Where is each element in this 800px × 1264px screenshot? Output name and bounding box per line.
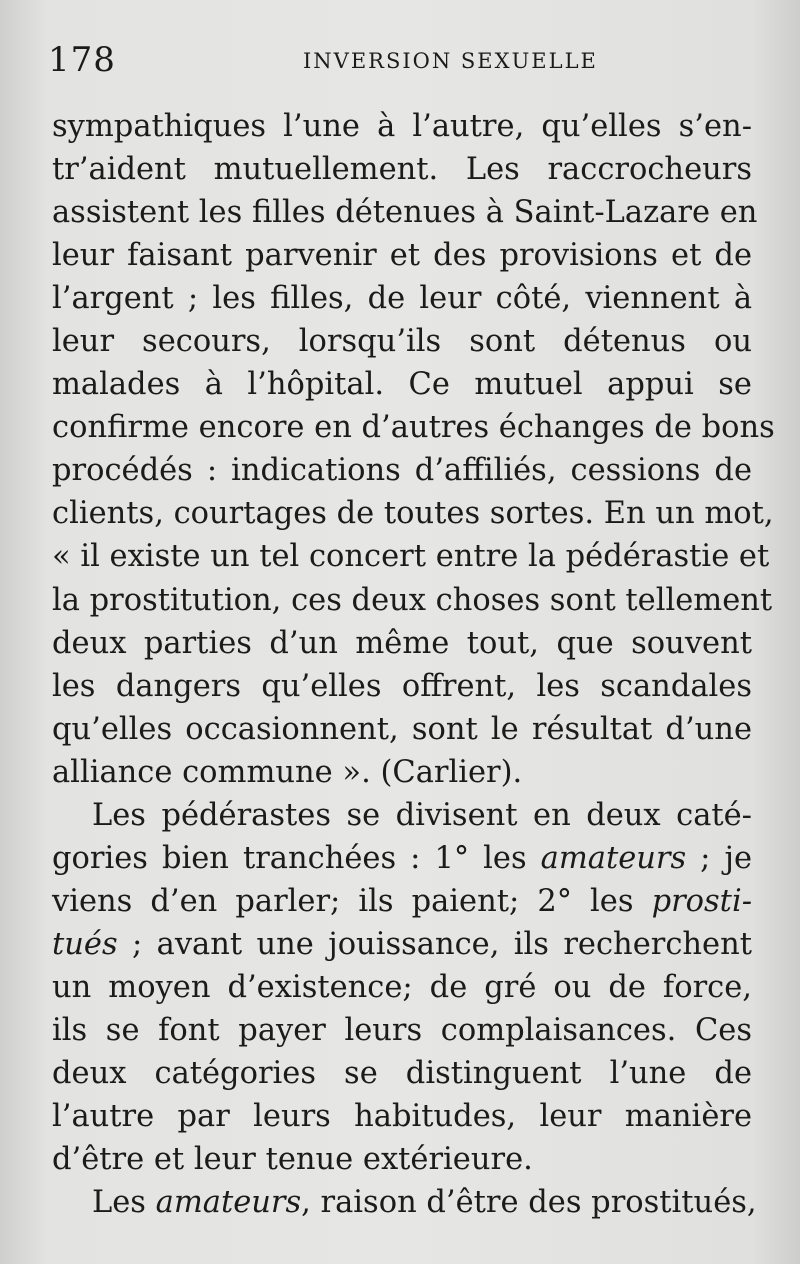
italic-term: amateurs bbox=[540, 840, 687, 876]
text-line bbox=[52, 837, 752, 880]
text-line: clients, courtages de toutes sortes. En un mot, bbox=[52, 496, 774, 532]
page-header bbox=[48, 38, 748, 82]
text-line: alliance commune ». (Carlier). bbox=[52, 754, 523, 790]
text-line: la prostitution, ces deux choses sont tellement bbox=[52, 582, 773, 618]
text-line: les dangers qu’elles offrent, les scandales bbox=[52, 668, 752, 704]
text-line: d’être et leur tenue extérieure. bbox=[52, 1142, 533, 1178]
text-line: procédés : indications d’affiliés, cessions de bbox=[52, 453, 752, 489]
text-line: confirme encore en d’autres échanges de bons bbox=[52, 410, 775, 446]
italic-term: amateurs bbox=[155, 1185, 302, 1221]
text-line: tr’aident mutuellement. Les raccrocheurs bbox=[52, 152, 752, 188]
text-line: leur secours, lorsqu’ils sont détenus ou bbox=[52, 324, 752, 360]
text-span: , raison d’être des prostitués, bbox=[301, 1185, 757, 1221]
text-line: assistent les filles détenues à Saint-Lazare en bbox=[52, 195, 758, 231]
running-title: INVERSION SEXUELLE bbox=[303, 49, 598, 73]
text-line bbox=[52, 880, 752, 923]
text-line: deux catégories se distinguent l’une de bbox=[52, 1056, 752, 1092]
text-line: « il existe un tel concert entre la pédérastie et bbox=[52, 539, 770, 575]
body-text bbox=[52, 105, 775, 1224]
page-number: 178 bbox=[48, 40, 116, 80]
text-span: ; je bbox=[686, 840, 752, 876]
text-line bbox=[52, 923, 752, 966]
text-line: l’autre par leurs habitudes, leur manière bbox=[52, 1099, 752, 1135]
text-span: Les bbox=[92, 1185, 156, 1221]
text-line: deux parties d’un même tout, que souvent bbox=[52, 625, 752, 661]
text-line: leur faisant parvenir et des provisions et de bbox=[52, 238, 752, 274]
text-line: sympathiques l’une à l’autre, qu’elles s’en- bbox=[52, 109, 752, 144]
text-line: ils se font payer leurs complaisances. Ces bbox=[52, 1012, 752, 1048]
text-line: un moyen d’existence; de gré ou de force, bbox=[52, 969, 752, 1005]
text-line: malades à l’hôpital. Ce mutuel appui se bbox=[52, 367, 752, 403]
text-line bbox=[52, 1181, 757, 1224]
text-span: gories bien tranchées : 1° les bbox=[52, 840, 541, 876]
text-line: Les pédérastes se divisent en deux caté- bbox=[92, 797, 752, 833]
italic-term: tués bbox=[52, 926, 118, 962]
italic-term: prosti- bbox=[651, 883, 752, 919]
text-line: qu’elles occasionnent, sont le résultat d’une bbox=[52, 711, 752, 747]
text-span: ; avant une jouissance, ils recherchent bbox=[117, 926, 752, 962]
text-span: viens d’en parler; ils paient; 2° les bbox=[52, 883, 652, 919]
text-line: l’argent ; les filles, de leur côté, viennent à bbox=[52, 281, 752, 317]
